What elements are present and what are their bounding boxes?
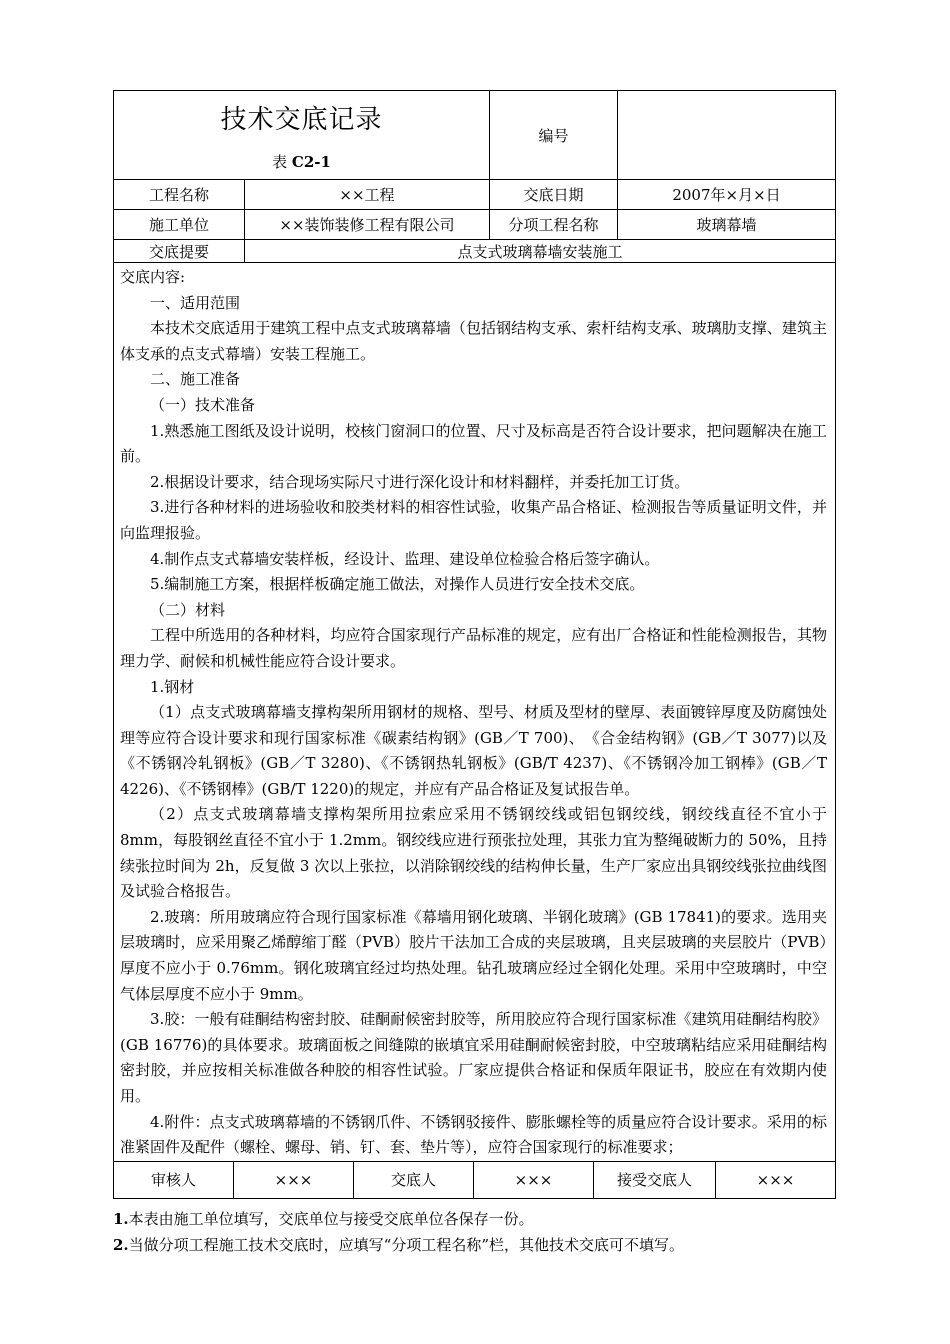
content-paragraph: 2.玻璃：所用玻璃应符合现行国家标准《幕墙用钢化玻璃、半钢化玻璃》(GB 17841)的要求。选用夹层玻璃时，应采用聚乙烯醇缩丁醛（PVB）胶片干法加工合成的夹层玻璃，且夹层玻璃的夹层胶片（PVB）厚度不应小于 0.76mm。钢化玻璃宜经过均热处理。钻孔玻璃应经过全钢化处理。采用中空玻璃时，中空气体层厚度不应小于 9mm。 xyxy=(120,907,827,1003)
unit-value[interactable]: ××装饰装修工程有限公司 xyxy=(245,210,490,240)
content-paragraph: 本技术交底适用于建筑工程中点支式玻璃幕墙（包括钢结构支承、索杆结构支承、玻璃肋支撑、建筑主体支承的点支式幕墙）安装工程施工。 xyxy=(120,319,827,363)
number-label: 编号 xyxy=(490,91,618,180)
discloser-value[interactable]: ××× xyxy=(474,1162,594,1199)
content-paragraph: 4.附件：点支式玻璃幕墙的不锈钢爪件、不锈钢驳接件、膨胀螺栓等的质量应符合设计要求。采用的标准紧固件及配件（螺栓、螺母、销、钉、套、垫片等），应符合国家现行的标准要求； xyxy=(120,1112,827,1157)
subproject-value[interactable]: 玻璃幕墙 xyxy=(618,210,836,240)
content-heading: 交底内容: xyxy=(120,268,186,286)
summary-label: 交底提要 xyxy=(114,240,245,263)
content-paragraph: （1）点支式玻璃幕墙支撑构架所用钢材的规格、型号、材质及型材的壁厚、表面镀锌厚度及防腐蚀处理等应符合设计要求和现行国家标准《碳素结构钢》(GB／T 700)、 《合金结构钢》(GB／T 3077)以及《不锈钢冷轧钢板》(GB／T 3280)、《不锈钢热轧钢板》(GB/T 4237)、《不锈钢冷加工钢棒》(GB／T 4226)、《不锈钢棒》(GB/T 1220)的规定，并应有产品合格证及复试报告单。 xyxy=(120,703,827,798)
content-paragraph: 二、施工准备 xyxy=(150,370,241,389)
unit-label: 施工单位 xyxy=(114,210,245,240)
content-paragraph: 3.进行各种材料的进场验收和胶类材料的相容性试验，收集产品合格证、检测报告等质量证明文件，并向监理报验。 xyxy=(120,498,827,542)
footnotes xyxy=(113,1206,835,1258)
form-code: 表 C2-1 xyxy=(272,153,331,171)
summary-value[interactable]: 点支式玻璃幕墙安装施工 xyxy=(245,240,836,263)
project-name-value[interactable]: ××工程 xyxy=(245,180,490,210)
discloser-label: 交底人 xyxy=(354,1162,474,1199)
technical-disclosure-form xyxy=(113,90,835,1199)
content-paragraph: 4.制作点支式幕墙安装样板，经设计、监理、建设单位检验合格后签字确认。 xyxy=(150,549,660,568)
content-paragraph: 5.编制施工方案，根据样板确定施工做法，对操作人员进行安全技术交底。 xyxy=(150,575,645,594)
signature-table xyxy=(113,1162,836,1199)
content-paragraph: （一）技术准备 xyxy=(150,395,256,414)
footnote: 1.本表由施工单位填写，交底单位与接受交底单位各保存一份。 xyxy=(113,1210,534,1228)
reviewer-value[interactable]: ××× xyxy=(234,1162,354,1199)
content-paragraph: 1.熟悉施工图纸及设计说明，校核门窗洞口的位置、尺寸及标高是否符合设计要求，把问题解决在施工前。 xyxy=(120,421,827,466)
footnote: 2.当做分项工程施工技术交底时，应填写“分项工程名称”栏，其他技术交底可不填写。 xyxy=(113,1236,685,1254)
content-paragraph: 工程中所选用的各种材料，均应符合国家现行产品标准的规定，应有出厂合格证和性能检测报告，其物理力学、耐候和机械性能应符合设计要求。 xyxy=(120,626,827,670)
form-title: 技术交底记录 xyxy=(220,105,383,135)
receiver-value[interactable]: ××× xyxy=(716,1162,836,1199)
receiver-label: 接受交底人 xyxy=(594,1162,716,1199)
content-paragraph: 1.钢材 xyxy=(150,677,195,696)
reviewer-label: 审核人 xyxy=(114,1162,234,1199)
number-value[interactable] xyxy=(618,91,836,180)
subproject-label: 分项工程名称 xyxy=(490,210,618,240)
content-paragraph: （二）材料 xyxy=(150,600,226,619)
content-paragraph: 3.胶：一般有硅酮结构密封胶、硅酮耐候密封胶等，所用胶应符合现行国家标准《建筑用硅酮结构胶》(GB 16776)的具体要求。玻璃面板之间缝隙的嵌填宜采用硅酮耐候密封胶，中空玻璃粘结应采用硅酮结构密封胶，并应按相关标准做各种胶的相容性试验。厂家应提供合格证和保质年限证书，胶应在有效期内使用。 xyxy=(120,1010,827,1105)
date-label: 交底日期 xyxy=(490,180,618,210)
content-paragraph: 一、适用范围 xyxy=(150,293,241,312)
disclosure-content xyxy=(114,263,836,1162)
content-paragraph: （2）点支式玻璃幕墙支撑构架所用拉索应采用不锈钢绞线或铝包钢绞线，钢绞线直径不宜小于 8mm，每股钢丝直径不宜小于 1.2mm。钢绞线应进行预张拉处理，其张力宜为整绳破断力的 50%，且持续张拉时间为 2h，反复做 3 次以上张拉，以消除钢绞线的结构伸长量，生产厂家应出具钢绞线张拉曲线图及试验合格报告。 xyxy=(120,805,827,901)
project-name-label: 工程名称 xyxy=(114,180,245,210)
date-value[interactable]: 2007年×月×日 xyxy=(618,180,836,210)
content-paragraph: 2.根据设计要求，结合现场实际尺寸进行深化设计和材料翻样，并委托加工订货。 xyxy=(150,472,690,491)
header-table xyxy=(113,90,836,1162)
title-cell xyxy=(114,91,490,180)
